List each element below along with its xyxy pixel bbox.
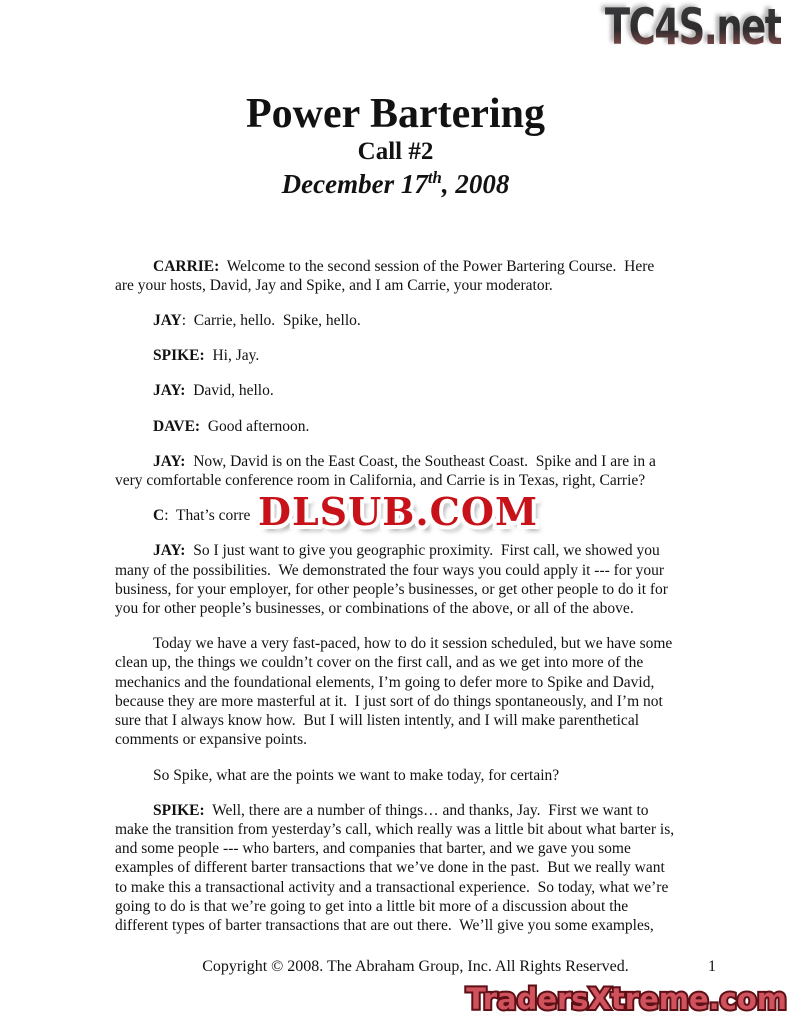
speaker-label: DAVE: bbox=[153, 417, 201, 435]
speaker-label: JAY: bbox=[153, 542, 186, 560]
call-date-ordinal: th bbox=[427, 167, 442, 187]
document-title: Power Bartering bbox=[246, 91, 545, 137]
speaker-label: SPIKE: bbox=[153, 347, 205, 365]
speaker-label: JAY: bbox=[153, 382, 186, 400]
transcript-paragraph bbox=[115, 801, 678, 935]
transcript-paragraph bbox=[115, 346, 675, 365]
speaker-label: SPIKE: bbox=[153, 801, 205, 819]
speech-text: Well, there are a number of things… and thanks, Jay. First we want to make the transition from yesterday’s call, which really was a little bit about what barter is, and some people --- who barters, and companies that barter, and we gave you some examples of different barter transactions that we’ve done in the past. But we really want to make this a transactional activity and a transactional experience. So today, what we’re going to do is that we’re going to get into a little bit more of a discussion about the different types of barter transactions that are out there. We’ll give you some examples, bbox=[115, 801, 678, 934]
transcript-paragraph bbox=[115, 766, 675, 785]
speech-text: : That’s corre bbox=[164, 507, 251, 525]
speech-text: So I just want to give you geographic proximity. First call, we showed you many of the possibilities. We demonstrated the four ways you could apply it --- for your business, for your employer, for other people’s businesses, or get other people to do it for you for other people’s businesses, or combinations of the above, or all of the above. bbox=[115, 542, 672, 618]
call-date bbox=[0, 168, 791, 200]
transcript-paragraph bbox=[115, 452, 675, 490]
speaker-label: JAY bbox=[153, 312, 182, 330]
speech-text: David, hello. bbox=[185, 382, 274, 400]
transcript-paragraph bbox=[115, 417, 675, 436]
call-date-prefix: December 17 bbox=[281, 168, 428, 199]
transcript-body bbox=[115, 257, 678, 935]
speech-text: Today we have a very fast-paced, how to do it session scheduled, but we have some clean up, the things we couldn’t cover on the first call, and as we get into more of the mechanics and the foundational elements, I’m going to defer more to Spike and David, because they are more masterful at it. I just sort of do things spontaneously, and I’m not sure that I always know how. But I will listen intently, and I will make parenthetical comments or expansive points. bbox=[115, 635, 677, 749]
speech-text: Good afternoon. bbox=[200, 417, 310, 435]
speech-text: Welcome to the second session of the Power Bartering Course. Here are your hosts, David, Jay and Spike, and I am Carrie, your moderator. bbox=[115, 257, 659, 294]
transcript-paragraph bbox=[115, 381, 675, 400]
transcript-paragraph bbox=[115, 257, 675, 295]
speech-text: So Spike, what are the points we want to make today, for certain? bbox=[153, 766, 560, 784]
call-number: Call #2 bbox=[357, 138, 434, 166]
speech-text: : Carrie, hello. Spike, hello. bbox=[181, 312, 361, 330]
dlsub-watermark-badge: DLSUB.COM DLSUB.COM bbox=[258, 491, 538, 533]
tc4s-watermark-logo: TC4S.net bbox=[604, 0, 781, 56]
copyright-line: Copyright © 2008. The Abraham Group, Inc. All Rights Reserved. bbox=[202, 958, 629, 975]
speaker-label: JAY: bbox=[153, 452, 186, 470]
page-footer bbox=[115, 957, 716, 976]
transcript-paragraph bbox=[115, 634, 675, 749]
speech-text: Now, David is on the East Coast, the Southeast Coast. Spike and I are in a very comfortable conference room in California, and Carrie is in Texas, right, Carrie? bbox=[115, 452, 660, 490]
speech-text: Hi, Jay. bbox=[204, 347, 260, 365]
transcript-paragraph bbox=[115, 311, 675, 330]
call-date-suffix: , 2008 bbox=[441, 168, 510, 199]
speaker-label: C bbox=[153, 507, 165, 525]
transcript-paragraph bbox=[115, 541, 675, 618]
tradersxtreme-watermark-badge: TradersXtreme.com TradersXtreme.com TradersXtreme.com bbox=[466, 983, 787, 1016]
speaker-label: CARRIE: bbox=[153, 257, 220, 275]
page-number: 1 bbox=[708, 958, 716, 975]
